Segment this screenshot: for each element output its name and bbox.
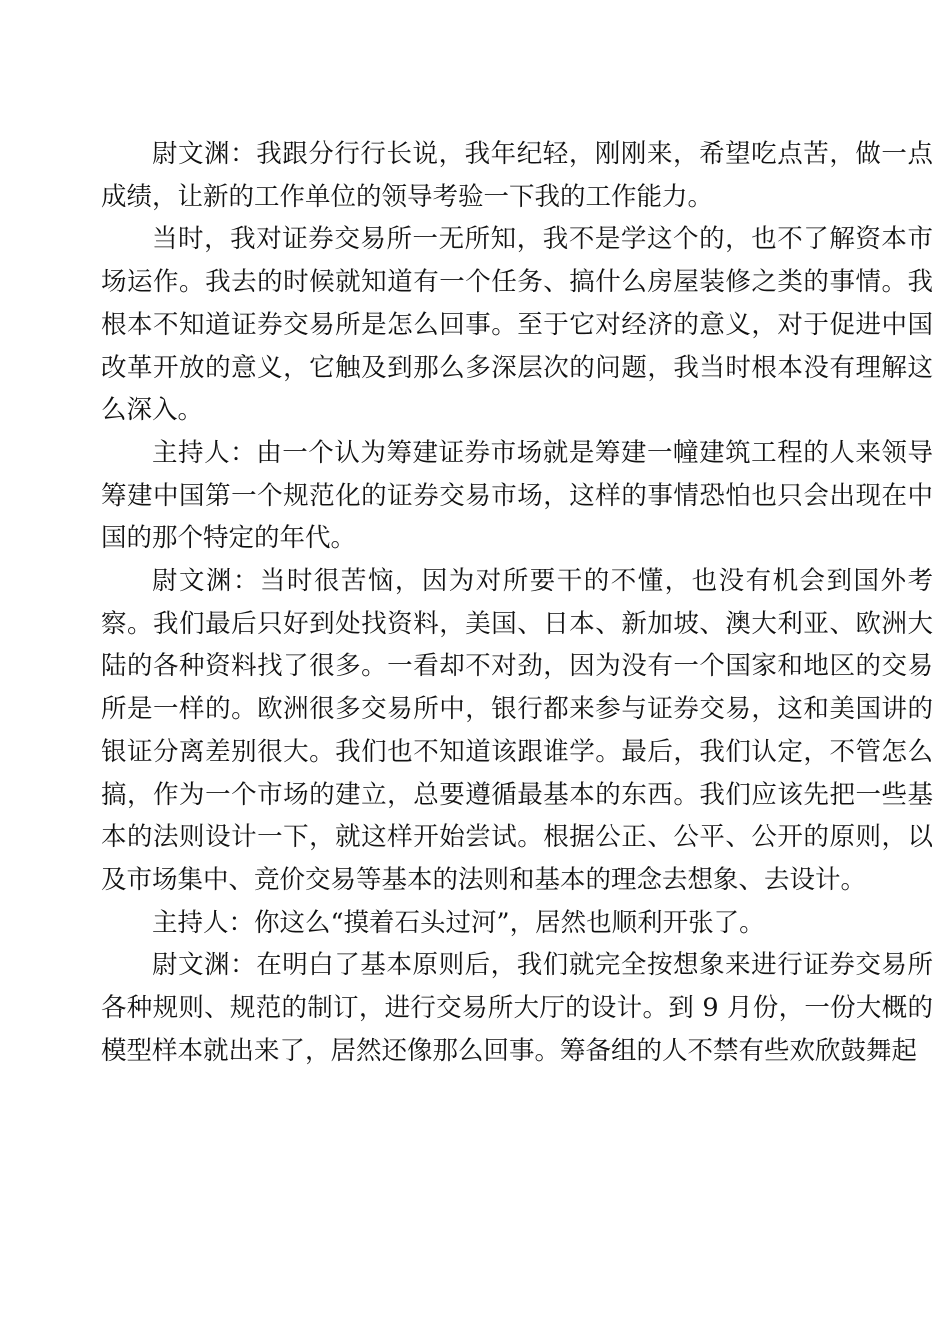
paragraph-1: 尉文渊：我跟分行行长说，我年纪轻，刚刚来，希望吃点苦，做一点成绩，让新的工作单位的领导考验一下我的工作能力。	[101, 139, 933, 212]
paragraph-4: 尉文渊：当时很苦恼，因为对所要干的不懂，也没有机会到国外考察。我们最后只好到处找资料，美国、日本、新加坡、澳大利亚、欧洲大陆的各种资料找了很多。一看却不对劲，因为没有一个国家和地区的交易所是一样的。欧洲很多交易所中，银行都来参与证券交易，这和美国讲的银证分离差别很大。我们也不知道该跟谁学。最后，我们认定，不管怎么搞，作为一个市场的建立，总要遵循最基本的东西。我们应该先把一些基本的法则设计一下，就这样开始尝试。根据公正、公平、公开的原则，以及市场集中、竞价交易等基本的法则和基本的理念去想象、去设计。	[101, 566, 933, 895]
paragraph-5: 主持人：你这么“摸着石头过河”，居然也顺利开张了。	[152, 907, 765, 938]
document-page	[101, 133, 933, 1072]
paragraph-6: 尉文渊：在明白了基本原则后，我们就完全按想象来进行证券交易所各种规则、规范的制订，进行交易所大厅的设计。到 9 月份，一份大概的模型样本就出来了，居然还像那么回事。筹备组的人不禁有些欢欣鼓舞起	[101, 950, 933, 1066]
paragraph-3: 主持人：由一个认为筹建证券市场就是筹建一幢建筑工程的人来领导筹建中国第一个规范化的证券交易市场，这样的事情恐怕也只会出现在中国的那个特定的年代。	[101, 437, 933, 554]
paragraph-2: 当时，我对证券交易所一无所知，我不是学这个的，也不了解资本市场运作。我去的时候就知道有一个任务、搞什么房屋装修之类的事情。我根本不知道证券交易所是怎么回事。至于它对经济的意义，对于促进中国改革开放的意义，它触及到那么多深层次的问题，我当时根本没有理解这么深入。	[101, 224, 933, 426]
